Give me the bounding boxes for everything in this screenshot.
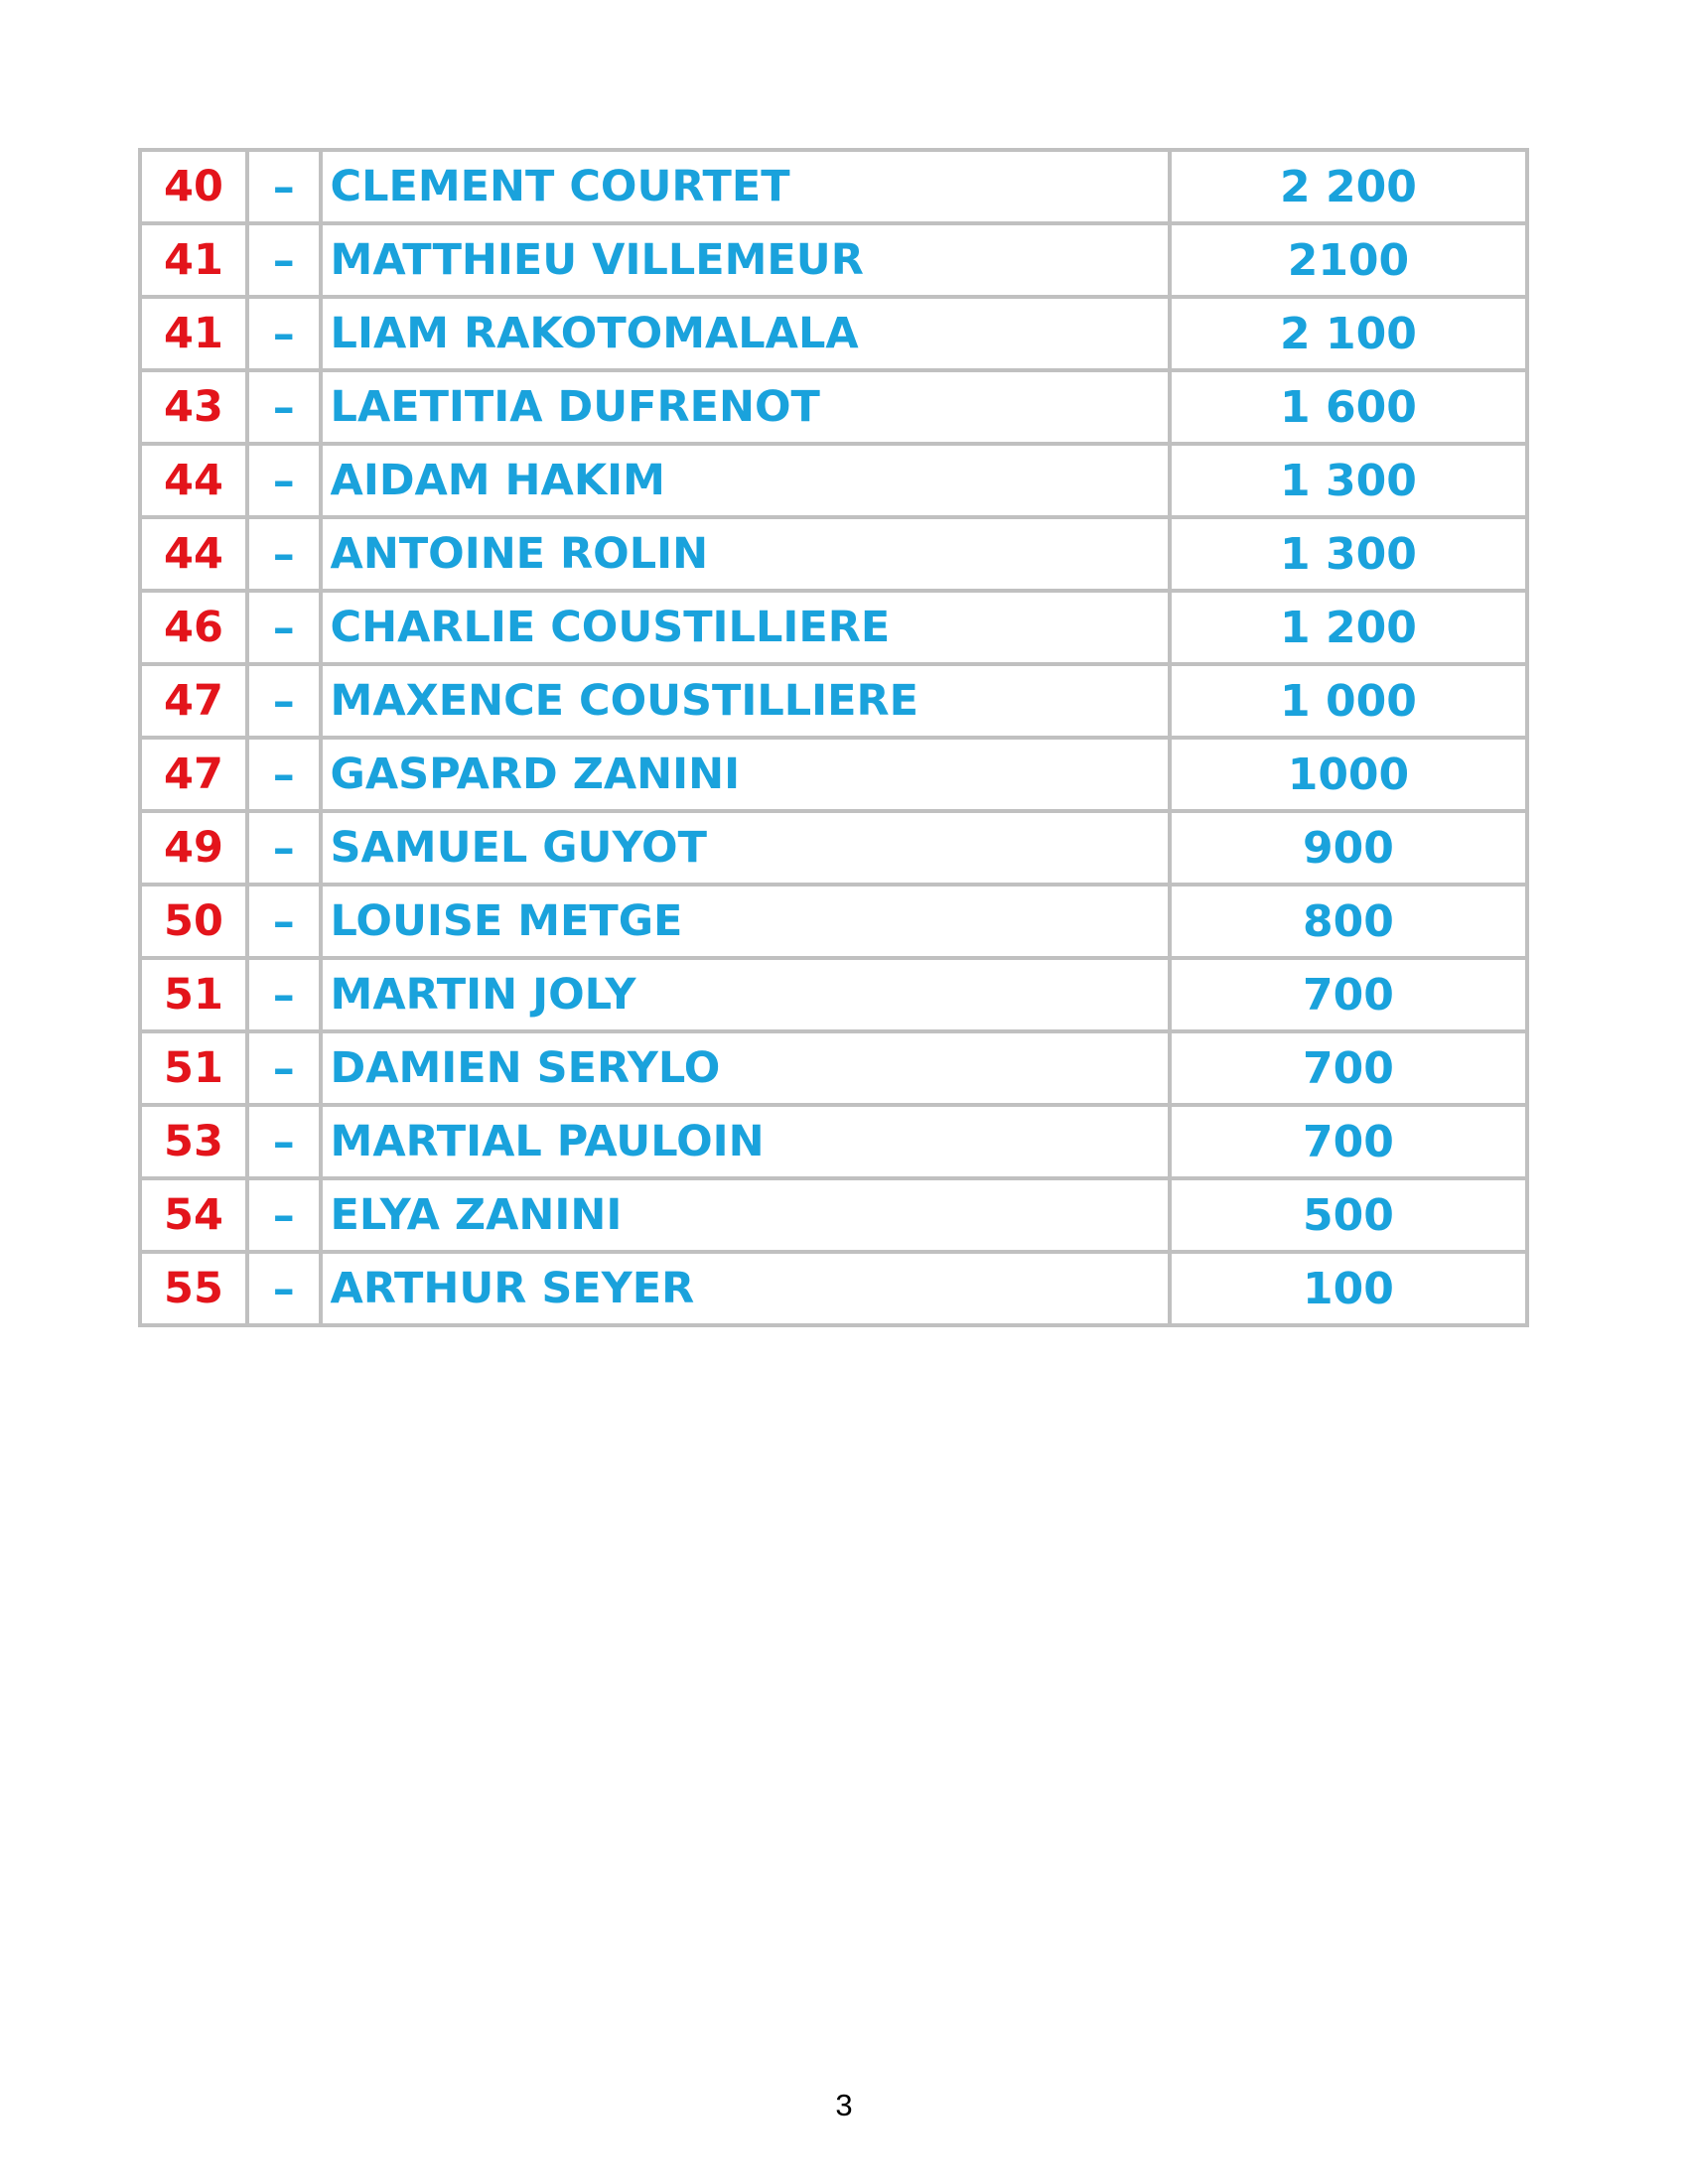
dash-cell: – <box>247 885 321 958</box>
rank-cell: 54 <box>140 1178 247 1252</box>
score-cell: 700 <box>1170 1105 1527 1178</box>
table-row <box>140 444 1527 517</box>
rank-cell: 53 <box>140 1105 247 1178</box>
score-cell: 1 300 <box>1170 517 1527 591</box>
dash-cell: – <box>247 591 321 664</box>
table-row <box>140 591 1527 664</box>
name-cell: ANTOINE ROLIN <box>321 517 1170 591</box>
rank-cell: 47 <box>140 664 247 738</box>
table-row <box>140 150 1527 223</box>
dash-cell: – <box>247 958 321 1031</box>
name-cell: GASPARD ZANINI <box>321 738 1170 811</box>
table-row <box>140 811 1527 885</box>
rank-cell: 55 <box>140 1252 247 1325</box>
dash-cell: – <box>247 444 321 517</box>
score-cell: 900 <box>1170 811 1527 885</box>
ranking-table <box>138 148 1529 1327</box>
dash-cell: – <box>247 738 321 811</box>
score-cell: 1000 <box>1170 738 1527 811</box>
page-number: 3 <box>835 2088 853 2122</box>
name-cell: CLEMENT COURTET <box>321 150 1170 223</box>
name-cell: DAMIEN SERYLO <box>321 1031 1170 1105</box>
dash-cell: – <box>247 1178 321 1252</box>
score-cell: 2100 <box>1170 223 1527 297</box>
name-cell: MARTIN JOLY <box>321 958 1170 1031</box>
table-row <box>140 885 1527 958</box>
rank-cell: 44 <box>140 517 247 591</box>
score-cell: 100 <box>1170 1252 1527 1325</box>
dash-cell: – <box>247 1031 321 1105</box>
score-cell: 1 600 <box>1170 370 1527 444</box>
dash-cell: – <box>247 664 321 738</box>
table-row <box>140 223 1527 297</box>
table-row <box>140 1178 1527 1252</box>
name-cell: ELYA ZANINI <box>321 1178 1170 1252</box>
dash-cell: – <box>247 517 321 591</box>
score-cell: 700 <box>1170 958 1527 1031</box>
table-row <box>140 738 1527 811</box>
table-row <box>140 297 1527 370</box>
dash-cell: – <box>247 1252 321 1325</box>
name-cell: MATTHIEU VILLEMEUR <box>321 223 1170 297</box>
score-cell: 2 100 <box>1170 297 1527 370</box>
dash-cell: – <box>247 223 321 297</box>
rank-cell: 47 <box>140 738 247 811</box>
dash-cell: – <box>247 370 321 444</box>
dash-cell: – <box>247 150 321 223</box>
score-cell: 1 300 <box>1170 444 1527 517</box>
name-cell: MARTIAL PAULOIN <box>321 1105 1170 1178</box>
name-cell: AIDAM HAKIM <box>321 444 1170 517</box>
rank-cell: 44 <box>140 444 247 517</box>
rank-cell: 43 <box>140 370 247 444</box>
dash-cell: – <box>247 811 321 885</box>
name-cell: ARTHUR SEYER <box>321 1252 1170 1325</box>
table-row <box>140 664 1527 738</box>
dash-cell: – <box>247 1105 321 1178</box>
ranking-table-body <box>140 150 1527 1325</box>
score-cell: 800 <box>1170 885 1527 958</box>
score-cell: 500 <box>1170 1178 1527 1252</box>
score-cell: 2 200 <box>1170 150 1527 223</box>
score-cell: 1 200 <box>1170 591 1527 664</box>
score-cell: 1 000 <box>1170 664 1527 738</box>
table-row <box>140 958 1527 1031</box>
name-cell: LIAM RAKOTOMALALA <box>321 297 1170 370</box>
rank-cell: 51 <box>140 1031 247 1105</box>
rank-cell: 41 <box>140 223 247 297</box>
rank-cell: 40 <box>140 150 247 223</box>
rank-cell: 41 <box>140 297 247 370</box>
rank-cell: 49 <box>140 811 247 885</box>
name-cell: LAETITIA DUFRENOT <box>321 370 1170 444</box>
table-row <box>140 1105 1527 1178</box>
name-cell: LOUISE METGE <box>321 885 1170 958</box>
rank-cell: 51 <box>140 958 247 1031</box>
rank-cell: 50 <box>140 885 247 958</box>
rank-cell: 46 <box>140 591 247 664</box>
score-cell: 700 <box>1170 1031 1527 1105</box>
dash-cell: – <box>247 297 321 370</box>
name-cell: MAXENCE COUSTILLIERE <box>321 664 1170 738</box>
table-row <box>140 1031 1527 1105</box>
name-cell: CHARLIE COUSTILLIERE <box>321 591 1170 664</box>
name-cell: SAMUEL GUYOT <box>321 811 1170 885</box>
table-row <box>140 1252 1527 1325</box>
table-row <box>140 370 1527 444</box>
table-row <box>140 517 1527 591</box>
